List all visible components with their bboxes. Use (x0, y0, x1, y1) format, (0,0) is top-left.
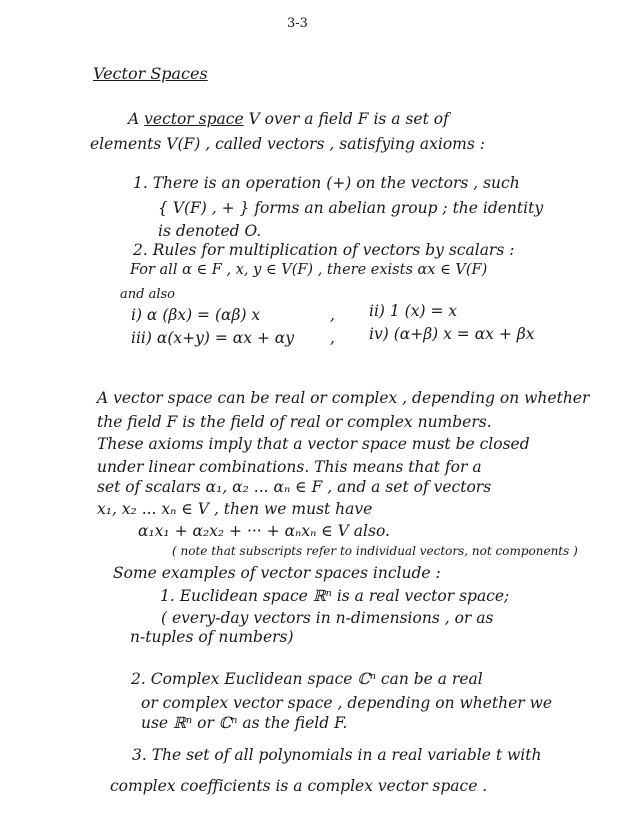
axiom-1-line-1: 1. There is an operation (+) on the vectors , such (133, 174, 520, 192)
example-3-line-2: complex coefficients is a complex vector space . (110, 777, 488, 795)
definition-line-2: elements V(F) , called vectors , satisfying axioms : (90, 135, 485, 153)
rule-ii: ii) 1 (x) = x (369, 302, 458, 320)
paragraph-line-6: x₁, x₂ ... xₙ ∈ V , then we must have (97, 500, 373, 518)
paragraph-line-5: set of scalars α₁, α₂ ... αₙ ∈ F , and a set of vectors (97, 478, 492, 496)
example-2-line-2: or complex vector space , depending on whether we (141, 694, 553, 712)
rule-i: i) α (βx) = (αβ) x (131, 306, 261, 324)
definition-a: A (128, 110, 140, 128)
rule-iii: iii) α(x+y) = αx + αy (131, 329, 295, 347)
axiom-2-line-3: and also (120, 287, 175, 302)
definition-term: vector space (144, 110, 244, 128)
paragraph-line-7: α₁x₁ + α₂x₂ + ··· + αₙxₙ ∈ V also. (138, 522, 390, 540)
rule-i-sep: , (330, 306, 335, 324)
axiom-1-line-3: is denoted O. (158, 222, 262, 240)
rule-iv: iv) (α+β) x = αx + βx (369, 325, 535, 343)
axiom-2-line-2: For all α ∈ F , x, y ∈ V(F) , there exists αx ∈ V(F) (130, 262, 488, 278)
example-1-line-2: ( every-day vectors in n-dimensions , or as (161, 609, 494, 627)
rule-iii-sep: , (330, 329, 335, 347)
paragraph-line-2: the field F is the field of real or complex numbers. (97, 413, 492, 431)
paragraph-line-4: under linear combinations. This means that for a (97, 458, 482, 476)
example-3-line-1: 3. The set of all polynomials in a real variable t with (132, 746, 542, 764)
example-1-line-3: n-tuples of numbers) (130, 628, 294, 646)
examples-intro: Some examples of vector spaces include : (113, 564, 441, 582)
axiom-2-line-1: 2. Rules for multiplication of vectors by scalars : (133, 241, 515, 259)
example-2-line-1: 2. Complex Euclidean space ℂⁿ can be a real (131, 670, 483, 688)
definition-rest: V over a field F is a set of (248, 110, 449, 128)
page-number: 3-3 (287, 16, 308, 31)
example-2-line-3: use ℝⁿ or ℂⁿ as the field F. (141, 714, 348, 732)
example-1-line-1: 1. Euclidean space ℝⁿ is a real vector space; (160, 587, 510, 605)
definition-line-1 (128, 110, 449, 128)
paragraph-line-1: A vector space can be real or complex , depending on whether (97, 389, 590, 407)
page-title: Vector Spaces (93, 64, 208, 83)
axiom-1-line-2: { V(F) , + } forms an abelian group ; the identity (158, 199, 544, 217)
paragraph-line-3: These axioms imply that a vector space must be closed (97, 435, 530, 453)
paragraph-line-8: ( note that subscripts refer to individual vectors, not components ) (172, 544, 578, 558)
